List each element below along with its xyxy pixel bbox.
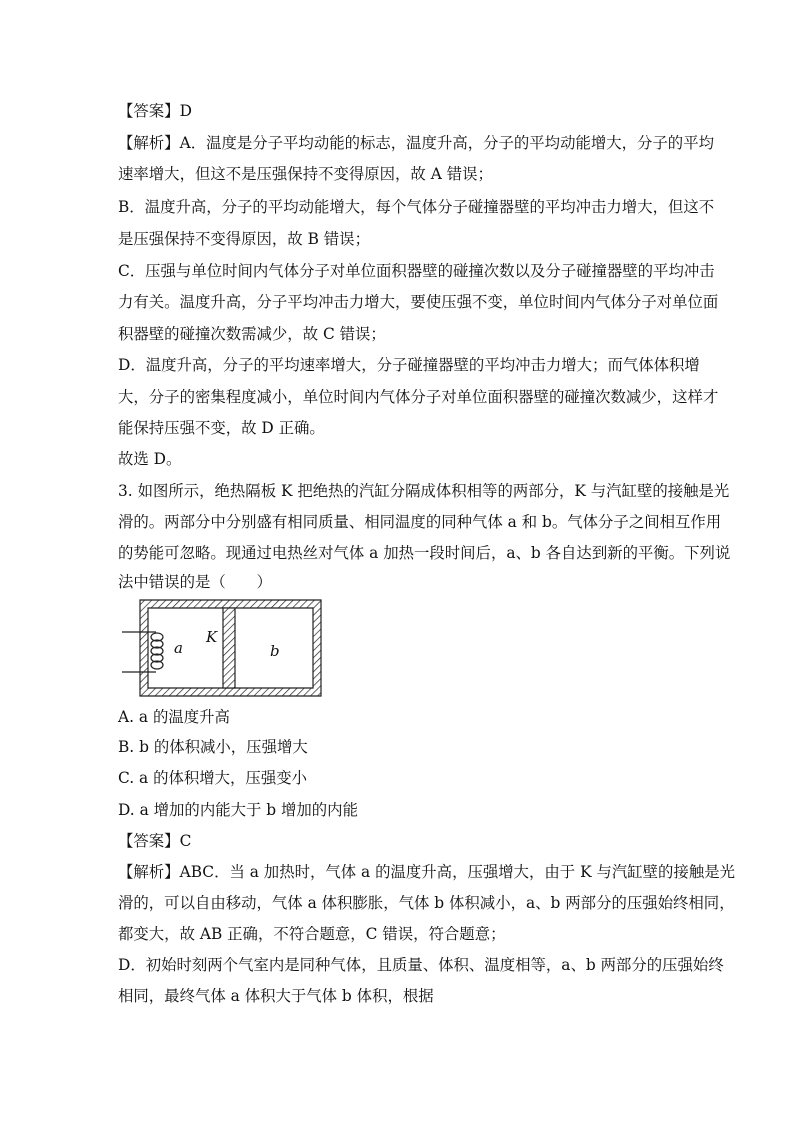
prev-analysis-line-7: D．温度升高，分子的平均速率增大，分子碰撞器壁的平均冲击力增大；而气体体积增 (118, 356, 700, 374)
q3-analysis-line-0: 【解析】ABC．当 a 加热时，气体 a 的温度升高，压强增大，由于 K 与汽缸壁的接触是光 (118, 863, 735, 881)
q3-answer-line (118, 831, 191, 851)
option-c: C. a 的体积增大，压强变小 (118, 769, 307, 787)
answer-label: 【答案】 (118, 832, 180, 850)
prev-conclusion: 故选 D。 (118, 450, 182, 468)
q3-stem-line-3: 法中错误的是（ ） (118, 573, 272, 591)
prev-analysis-line-4: C．压强与单位时间内气体分子对单位面积器壁的碰撞次数以及分子碰撞器壁的平均冲击 (118, 262, 715, 280)
option-d: D. a 增加的内能大于 b 增加的内能 (118, 801, 358, 819)
q3-analysis-line-3: D．初始时刻两个气室内是同种气体，且质量、体积、温度相等，a、b 两部分的压强始终 (118, 956, 724, 974)
prev-analysis-line-9: 能保持压强不变，故 D 正确。 (118, 419, 325, 437)
label-gas-b: b (270, 642, 280, 660)
label-partition-k: K (206, 628, 218, 646)
answer-value: C (179, 832, 192, 850)
analysis-label: 【解析】 (118, 134, 180, 152)
answer-label: 【答案】 (118, 102, 180, 120)
q3-analysis-line-2: 都变大，故 AB 正确，不符合题意，C 错误，符合题意； (118, 925, 506, 943)
prev-analysis-line-8: 大，分子的密集程度减小，单位时间内气体分子对单位面积器壁的碰撞次数减少，这样才 (118, 388, 719, 406)
q3-stem-line-2: 的势能可忽略。现通过电热丝对气体 a 加热一段时间后，a、b 各自达到新的平衡。下列说 (118, 544, 731, 562)
prev-analysis-line-0: 【解析】A．温度是分子平均动能的标志，温度升高，分子的平均动能增大，分子的平均 (118, 134, 714, 152)
analysis-label: 【解析】 (118, 863, 180, 881)
partition-k (223, 608, 235, 688)
prev-analysis-line-3: 是压强保持不变得原因，故 B 错误； (118, 230, 370, 248)
prev-analysis-line-2: B．温度升高，分子的平均动能增大，每个气体分子碰撞器壁的平均冲击力增大，但这不 (118, 198, 715, 216)
q3-stem-line-1: 滑的。两部分中分别盛有相同质量、相同温度的同种气体 a 和 b。气体分子之间相互作用 (118, 513, 722, 531)
option-b: B. b 的体积减小，压强增大 (118, 738, 308, 756)
prev-analysis-line-1: 速率增大，但这不是压强保持不变得原因，故 A 错误； (118, 165, 493, 183)
q3-stem-line-0: 3. 如图所示，绝热隔板 K 把绝热的汽缸分隔成体积相等的两部分，K 与汽缸壁的接触是光 (118, 482, 730, 500)
prev-answer-line (118, 101, 192, 121)
label-gas-a: a (174, 639, 183, 657)
prev-analysis-line-6: 积器壁的碰撞次数需减少，故 C 错误； (118, 325, 386, 343)
q3-analysis-line-1: 滑的，可以自由移动，气体 a 体积膨胀，气体 b 体积减小，a、b 两部分的压强始终相同， (118, 894, 735, 912)
prev-analysis-line-5: 力有关。温度升高，分子平均冲击力增大，要使压强不变，单位时间内气体分子对单位面 (118, 293, 719, 311)
cylinder-diagram (118, 598, 328, 698)
q3-analysis-line-4: 相同，最终气体 a 体积大于气体 b 体积，根据 (118, 987, 434, 1005)
answer-value: D (179, 102, 192, 120)
heating-coil (151, 633, 163, 669)
option-a: A. a 的温度升高 (118, 708, 230, 726)
